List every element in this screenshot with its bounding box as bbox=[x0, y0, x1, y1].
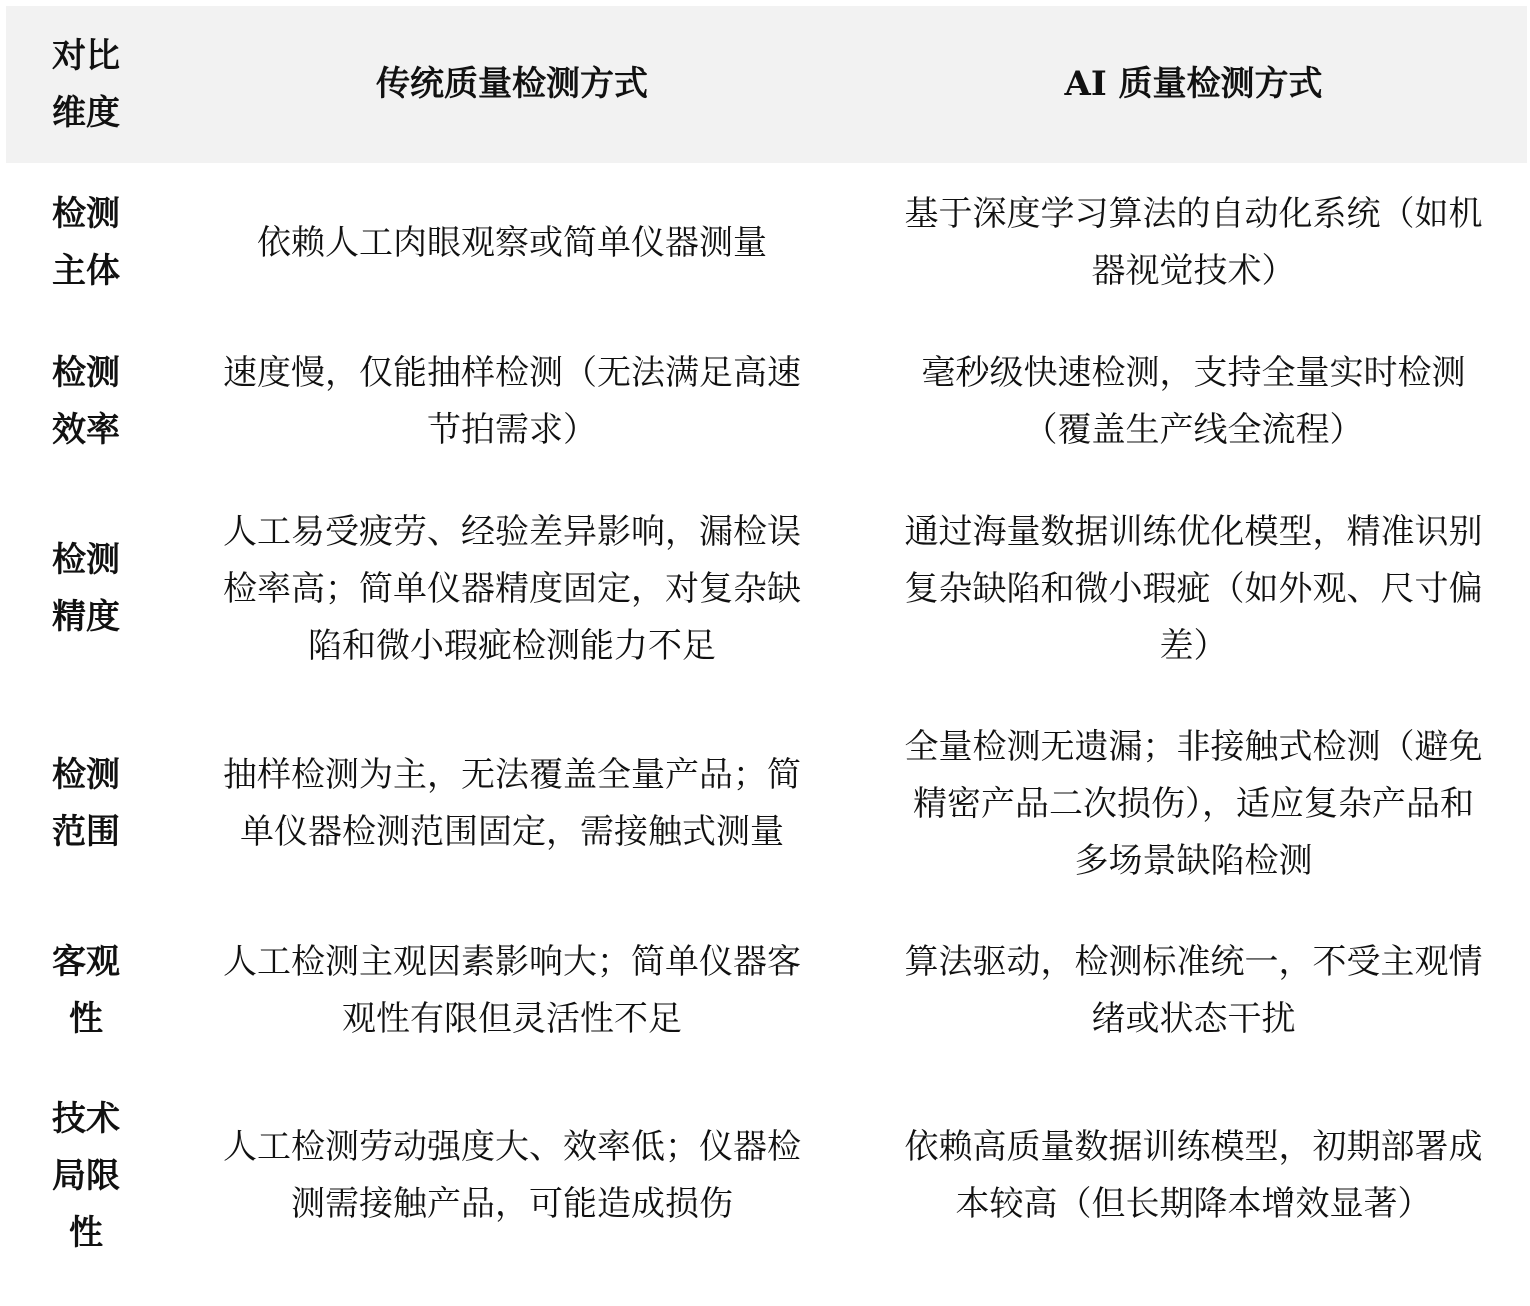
row-dimension-text: 检测范围 bbox=[52, 755, 120, 852]
table-row bbox=[6, 323, 1527, 481]
header-row bbox=[6, 6, 1527, 163]
header-dimension-text: 对比维度 bbox=[52, 35, 120, 133]
row-traditional: 人工检测劳动强度大、效率低；仪器检测需接触产品，可能造成损伤 bbox=[223, 1127, 801, 1224]
row-traditional: 依赖人工肉眼观察或简单仪器测量 bbox=[257, 222, 767, 263]
table-row bbox=[6, 481, 1527, 697]
row-ai: 算法驱动，检测标准统一，不受主观情绪或状态干扰 bbox=[904, 942, 1483, 1039]
row-dimension-text: 检测主体 bbox=[52, 194, 120, 291]
header-ai: AI 质量检测方式 bbox=[1064, 64, 1323, 104]
row-traditional: 速度慢，仅能抽样检测（无法满足高速节拍需求） bbox=[223, 353, 801, 450]
row-dimension bbox=[6, 481, 164, 697]
row-ai: 毫秒级快速检测，支持全量实时检测（覆盖生产线全流程） bbox=[921, 353, 1466, 450]
table-row bbox=[6, 163, 1527, 323]
row-ai: 依赖高质量数据训练模型，初期部署成本较高（但长期降本增效显著） bbox=[904, 1127, 1483, 1224]
row-dimension-text: 客观性 bbox=[52, 942, 120, 1039]
row-ai: 通过海量数据训练优化模型，精准识别复杂缺陷和微小瑕疵（如外观、尺寸偏差） bbox=[904, 511, 1483, 666]
row-dimension bbox=[6, 697, 164, 911]
table-row bbox=[6, 1071, 1527, 1281]
row-dimension bbox=[6, 911, 164, 1071]
header-traditional: 传统质量检测方式 bbox=[376, 64, 648, 104]
row-traditional: 人工检测主观因素影响大；简单仪器客观性有限但灵活性不足 bbox=[223, 942, 801, 1039]
comparison-table-container bbox=[6, 6, 1527, 1281]
row-dimension bbox=[6, 323, 164, 481]
table-row bbox=[6, 911, 1527, 1071]
comparison-table bbox=[6, 6, 1527, 1281]
row-dimension-text: 技术局限性 bbox=[52, 1098, 120, 1253]
row-ai: 全量检测无遗漏；非接触式检测（避免精密产品二次损伤），适应复杂产品和多场景缺陷检测 bbox=[904, 726, 1483, 881]
row-dimension bbox=[6, 163, 164, 323]
table-row bbox=[6, 697, 1527, 911]
row-dimension bbox=[6, 1071, 164, 1281]
row-dimension-text: 检测精度 bbox=[52, 540, 120, 637]
table-body bbox=[6, 163, 1527, 1281]
header-dimension bbox=[6, 6, 164, 163]
row-traditional: 抽样检测为主，无法覆盖全量产品；简单仪器检测范围固定，需接触式测量 bbox=[223, 755, 801, 852]
row-traditional: 人工易受疲劳、经验差异影响，漏检误检率高；简单仪器精度固定，对复杂缺陷和微小瑕疵检测能力不足 bbox=[223, 511, 801, 666]
row-dimension-text: 检测效率 bbox=[52, 353, 120, 450]
row-ai: 基于深度学习算法的自动化系统（如机器视觉技术） bbox=[904, 194, 1483, 291]
table-header bbox=[6, 6, 1527, 163]
